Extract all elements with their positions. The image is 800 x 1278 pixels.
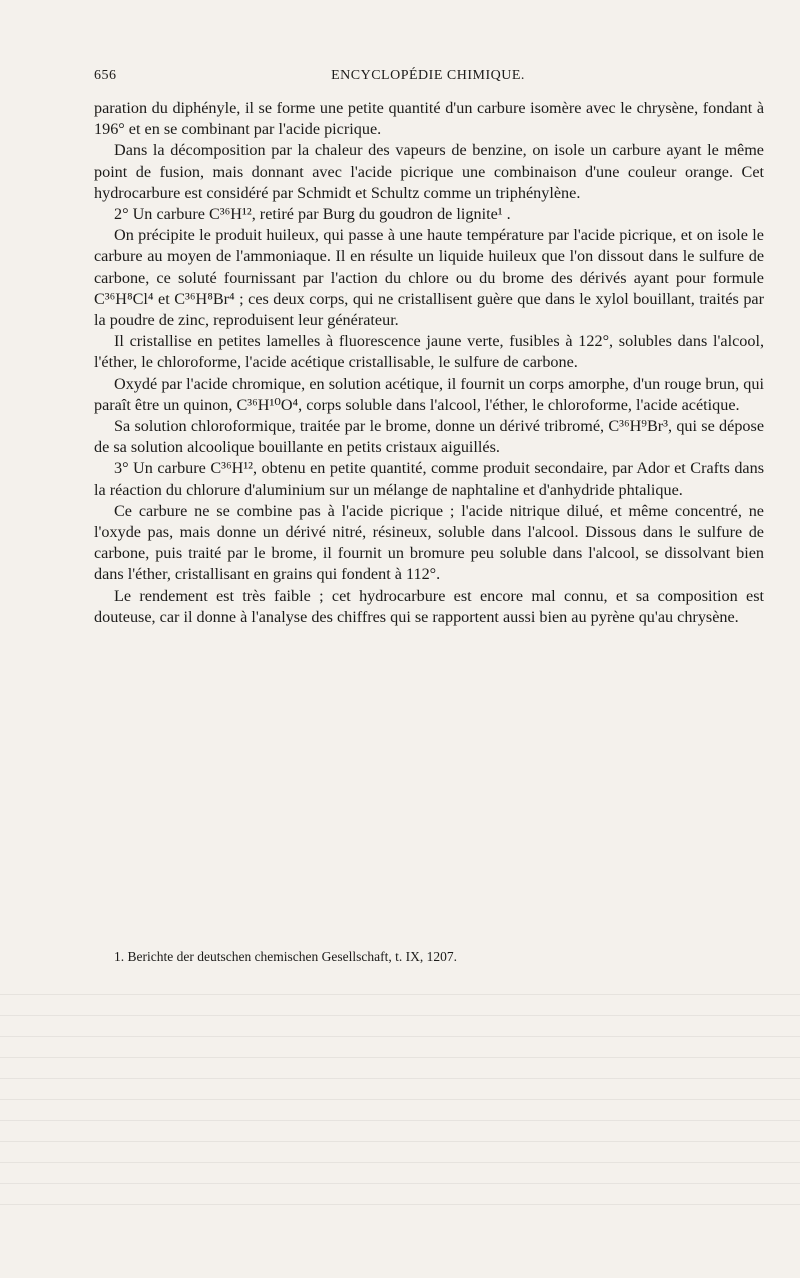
paragraph: 3° Un carbure C³⁶H¹², obtenu en petite quantité, comme produit secondaire, par Ador et Crafts dans la réaction du chlorure d'aluminium sur un mélange de naphtaline et d'anhydride phtalique. <box>94 459 764 499</box>
paragraph: Oxydé par l'acide chromique, en solution acétique, il fournit un corps amorphe, d'un rouge brun, qui paraît être un quinon, C³⁶H¹⁰O⁴, corps soluble dans l'alcool, l'éther, le chloroforme, l'acide acétique. <box>94 374 764 414</box>
show-through-texture <box>0 980 800 1220</box>
body-text <box>94 98 764 628</box>
paragraph: Le rendement est très faible ; cet hydrocarbure est encore mal connu, et sa composition est douteuse, car il donne à l'analyse des chiffres qui se rapportent aussi bien au pyrène qu'au chrysène. <box>94 586 764 626</box>
paragraph: 2° Un carbure C³⁶H¹², retiré par Burg du goudron de lignite¹ . <box>114 205 511 224</box>
paragraph: Sa solution chloroformique, traitée par le brome, donne un dérivé tribromé, C³⁶H⁹Br³, qui se dépose de sa solution alcoolique bouillante en petits cristaux aiguillés. <box>94 417 764 457</box>
paragraph: Il cristallise en petites lamelles à fluorescence jaune verte, fusibles à 122°, solubles dans l'alcool, l'éther, le chloroforme, l'acide acétique cristallisable, le sulfure de carbone. <box>94 332 764 372</box>
paragraph: Ce carbure ne se combine pas à l'acide picrique ; l'acide nitrique dilué, et même concentré, ne l'oxyde pas, mais donne un dérivé nitré, résineux, soluble dans l'alcool. Dissous dans le sulfure de carbone, puis traité par le brome, il fournit un bromure peu soluble dans l'alcool, se dissolvant bien dans l'éther, cristallisant en grains qui fondent à 112°. <box>94 501 764 584</box>
page-number: 656 <box>94 68 117 83</box>
footnote: 1. Berichte der deutschen chemischen Gesellschaft, t. IX, 1207. <box>114 949 458 964</box>
paragraph: Dans la décomposition par la chaleur des vapeurs de benzine, on isole un carbure ayant le même point de fusion, mais donnant avec l'acide picrique une combinaison d'une couleur orange. Cet hydrocarbure est considéré par Schmidt et Schultz comme un triphénylène. <box>94 141 764 202</box>
paragraph: paration du diphényle, il se forme une petite quantité d'un carbure isomère avec le chrysène, fondant à 196° et en se combinant par l'acide picrique. <box>94 99 764 139</box>
paragraph: On précipite le produit huileux, qui passe à une haute température par l'acide picrique, et on isole le carbure au moyen de l'ammoniaque. Il en résulte un liquide huileux que l'on dissout dans le sulfure de carbone, ce soluté fournissant par l'action du chlore ou du brome des dérivés ayant pour formule C³⁶H⁸Cl⁴ et C³⁶H⁸Br⁴ ; ces deux corps, qui ne cristallisent guère que dans le xylol bouillant, traités par la poudre de zinc, reproduisent leur générateur. <box>94 226 764 330</box>
running-title: ENCYCLOPÉDIE CHIMIQUE. <box>331 68 525 83</box>
